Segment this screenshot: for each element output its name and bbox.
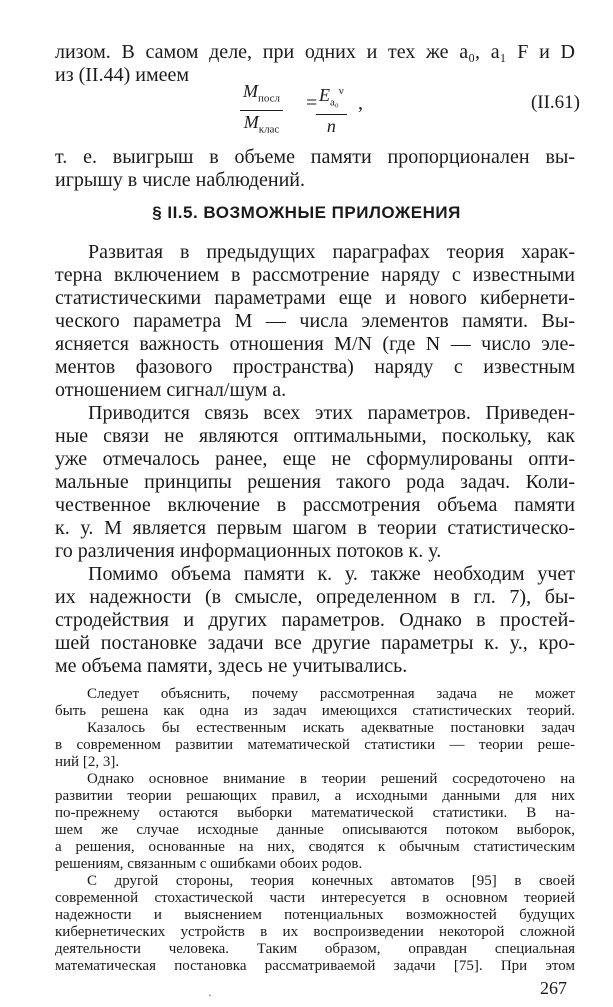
text-line-mid-1: т. е. выигрыш в объеме памяти пропорционален вы- <box>55 146 575 168</box>
equation-number: (II.61) <box>530 92 580 113</box>
small-line-8: по-прежнему остаются выборки математической статистики. В на- <box>55 805 575 821</box>
body-line-15: Помимо объема памяти к. у. также необходим учет <box>88 563 575 585</box>
body-line-12: чественное включение в рассмотрения объема памяти <box>55 494 575 516</box>
body-line-10: уже отмечалось ранее, еще не сформулированы опти- <box>55 448 575 470</box>
body-line-18: шей постановке задачи все другие параметры к. у., кро- <box>55 632 575 654</box>
small-line-14: надежности и выяснением потенциальных возможностей будущих <box>55 907 575 923</box>
formula-comma: , <box>358 92 363 114</box>
small-line-1: Следует объяснить, почему рассмотренная задача не может <box>87 686 575 702</box>
small-line-6: Однако основное внимание в теории решений сосредоточено на <box>87 771 575 787</box>
body-line-9: ные связи не являются оптимальными, поскольку, как <box>55 425 575 447</box>
small-line-2: быть решена как одна из задач имеющихся статистических теорий. <box>55 703 575 719</box>
small-line-11: решениям, связанным с ошибками обоих родов. <box>55 856 363 872</box>
section-heading: § II.5. ВОЗМОЖНЫЕ ПРИЛОЖЕНИЯ <box>152 203 461 222</box>
body-line-13: к. у. M является первым шагом в теории статистическо- <box>55 517 575 539</box>
body-line-17: стродействия и других параметров. Однако в простей- <box>55 609 575 631</box>
body-line-8: Приводится связь всех этих параметров. Приведен- <box>88 402 575 424</box>
body-line-5: ясняется важность отношения M/N (где N — число эле- <box>55 333 575 355</box>
body-line-6: ментов фазового пространства) наряду с известным <box>55 356 575 378</box>
formula-II-61 <box>240 80 580 136</box>
body-line-16: их надежности (в смысле, определенном в гл. 7), бы- <box>55 586 575 608</box>
small-line-5: ний [2, 3]. <box>55 754 120 770</box>
text-line-top-2: из (II.44) имеем <box>55 64 190 86</box>
right-fraction: $\frac{E_{a_0}^\nu}{n}$ <box>316 80 347 137</box>
left-fraction: $M_{посл}$ $M_{клас}$ <box>240 80 283 140</box>
body-line-7: отношением сигнал/шум a. <box>55 379 287 401</box>
body-line-3: статистическими параметрами еще и нового кибернети- <box>55 287 575 309</box>
body-line-11: мальные принципы решения такого рода задач. Коли- <box>55 471 575 493</box>
small-line-13: современной стохастической части интересуется в основном теорией <box>55 890 575 906</box>
body-line-2: терна включением в рассмотрение наряду с известными <box>55 264 575 286</box>
body-line-19: ме объема памяти, здесь не учитывались. <box>55 655 408 677</box>
small-line-10: а решения, основанные на них, сводятся к обычным статистическим <box>55 839 575 855</box>
page-number: 267 <box>540 978 567 998</box>
small-line-16: деятельности человека. Таким образом, оправдан специальная <box>55 941 575 957</box>
body-line-1: Развитая в предыдущих параграфах теория харак- <box>88 241 575 263</box>
equals-sign: = <box>306 92 318 114</box>
body-line-4: ческого параметра M — числа элементов памяти. Вы- <box>55 310 575 332</box>
small-line-4: в современном развитии математической статистики — теории реше- <box>55 737 575 753</box>
small-line-12: С другой стороны, теория конечных автоматов [95] в своей <box>87 873 575 889</box>
small-line-7: развитии теории решающих правил, а исходными данными для них <box>55 788 575 804</box>
text-line-top-1: лизом. В самом деле, при одних и тех же a₀, a₁ F и D <box>55 41 575 63</box>
bottom-mark: ` <box>208 992 212 1006</box>
small-line-17: математическая постановка рассматриваемой задачи [75]. При этом <box>55 958 575 974</box>
body-line-14: го различения информационных потоков к. у. <box>55 540 442 562</box>
small-line-3: Казалось бы естественным искать адекватные постановки задач <box>87 720 575 736</box>
text-line-mid-2: игрышу в числе наблюдений. <box>55 169 306 191</box>
small-line-9: шем же случае исходные данные описываются потоком выборок, <box>55 822 575 838</box>
small-line-15: кибернетических устройств в их воспроизведении некоторой сложной <box>55 924 575 940</box>
